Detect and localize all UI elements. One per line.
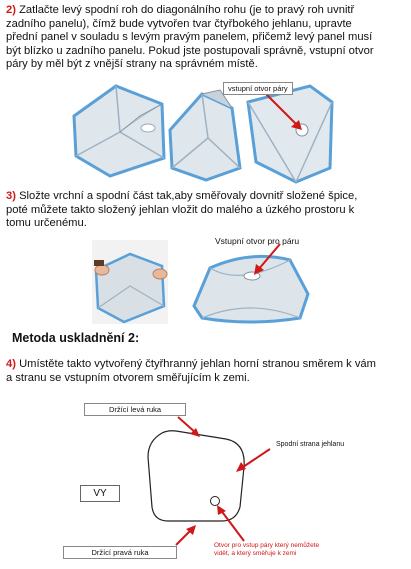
opening-note-line-1: Otvor pro vstup páry který nemůžete (214, 542, 320, 549)
step-3-photos (90, 236, 390, 326)
step-2-line-5: páry by měl být z vnější strany na správném místě. (6, 58, 258, 71)
step-4-line-1: Umístěte takto vytvořený čtyřhranný jehlan horní stranou směrem k vám (19, 358, 376, 370)
opening-note (214, 542, 319, 558)
step-2-line-1: Zatlačte levý spodní roh do diagonálního rohu (je to pravý roh uvnitř (19, 4, 355, 16)
step-3-photo-label: Vstupní otvor pro páru (215, 236, 300, 246)
step-2-photo-2 (170, 90, 240, 180)
step-2-text (6, 4, 402, 72)
arrow-opening (220, 509, 244, 541)
step-2-line-4: být blízko u zadního panelu. Pokud jste postupovali správně, vstupní otvor (6, 44, 374, 57)
steam-opening-circle (211, 497, 220, 506)
step-3-line-3: tomu určenému. (6, 217, 87, 230)
step-2-photo-label: vstupní otvor páry (223, 82, 293, 95)
step-4-diagram (0, 395, 411, 569)
storage-method-heading: Metoda uskladnění 2: (12, 331, 140, 345)
step-2-photo-3 (248, 86, 332, 182)
opening-note-line-2: vidět, a který směřuje k zemi (214, 550, 297, 557)
step-4-text (6, 358, 402, 385)
step-3-photo-2 (194, 256, 308, 322)
step-3-number: 3) (6, 190, 16, 202)
step-4-line-2: a stranu se vstupním otvorem směřujícím k zemi. (6, 371, 250, 384)
step-2-photo-1 (74, 86, 164, 176)
step-3-text (6, 190, 402, 231)
step-3-line-1: Složte vrchní a spodní část tak,aby směřovaly dovnitř složené špice, (19, 190, 358, 202)
step-4-number: 4) (6, 358, 16, 370)
step-2-number: 2) (6, 4, 16, 16)
right-hand-label: Držící pravá ruka (63, 546, 177, 559)
left-hand-label: Držící levá ruka (84, 403, 186, 416)
bottom-side-label: Spodní strana jehlanu (276, 441, 345, 448)
pyramid-outline (148, 431, 244, 521)
arrow-left-hand (178, 417, 196, 433)
step-3-line-2: poté můžete takto složený jehlan vložit do malého a úzkého prostoru k (6, 203, 355, 216)
step-2-line-3: přední panel v souladu s levým pravým panelem, přičemž levý panel musí (6, 31, 373, 44)
step-2-line-2: zadního panelu), čímž bude vytvořen tvar čtyřbokého jehlanu, upravte (6, 17, 352, 30)
vy-label: VY (80, 485, 120, 502)
step-2-photos (70, 72, 370, 184)
step-3-photo-1 (92, 240, 168, 324)
